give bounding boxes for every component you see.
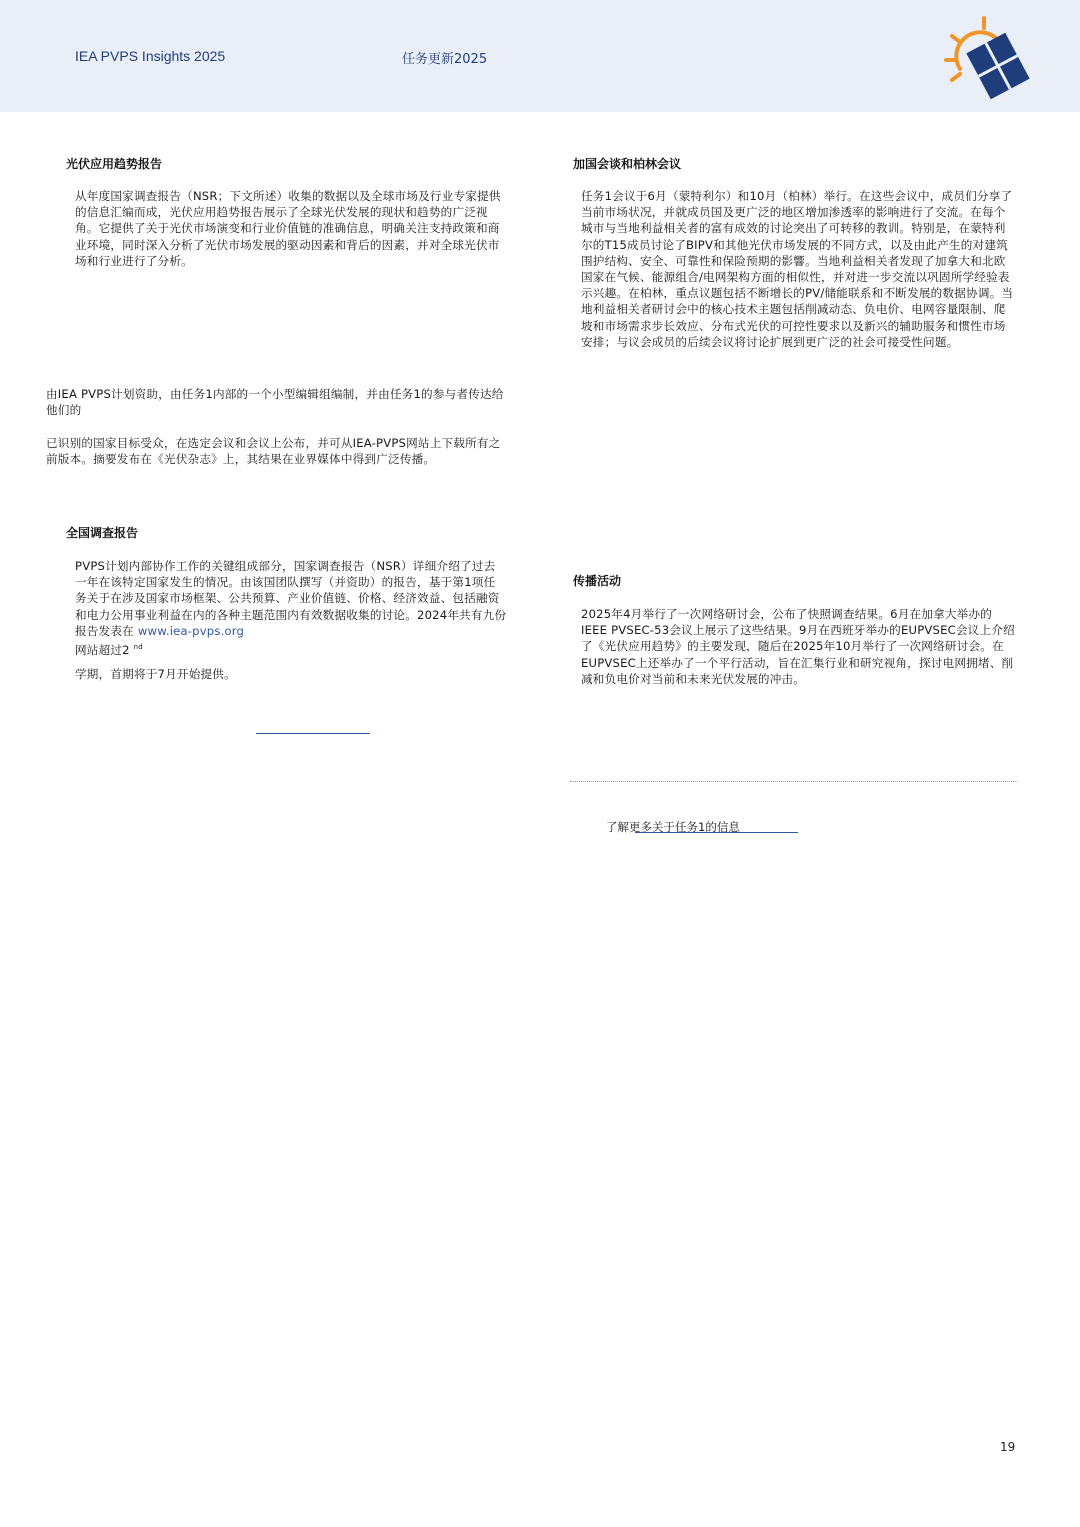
nsr-body [75, 558, 507, 658]
learn-more-underline [635, 832, 798, 833]
trends-report-heading: 光伏应用趋势报告 [66, 157, 163, 171]
trends-report-body: 从年度国家调查报告（NSR；下文所述）收集的数据以及全球市场及行业专家提供的信息汇编而成，光伏应用趋势报告展示了全球光伏发展的现状和趋势的广泛视角。它提供了关于光伏市场演变和行业价值链的准确信息，明确关注支持政策和商业环境，同时深入分析了光伏市场发展的驱动因素和背后的因素，并对全球光伏市场和行业进行了分析。 [75, 189, 501, 268]
page-header [0, 0, 1080, 112]
nsr-note: 学期，首期将于7月开始提供。 [75, 667, 236, 681]
dissemination-body: 2025年4月举行了一次网络研讨会，公布了快照调查结果。6月在加拿大举办的IEEE PVSEC-53会议上展示了这些结果。9月在西班牙举办的EUPVSEC会议上介绍了《光伏应用趋势》的主要发现，随后在2025年10月举行了一次网络研讨会。在EUPVSEC上还举办了一个平行活动，旨在汇集行业和研究视角，探讨电网拥堵、削减和负电价对当前和未来光伏发展的冲击。 [581, 607, 1015, 686]
audience-paragraph: 已识别的国家目标受众，在选定会议和会议上公布，并可从IEA-PVPS网站上下载所有之前版本。摘要发布在《光伏杂志》上，其结果在业界媒体中得到广泛传播。 [46, 436, 501, 467]
iea-pvps-website-link[interactable]: www.iea-pvps.org [137, 623, 245, 638]
publication-title: IEA PVPS Insights 2025 [75, 48, 226, 64]
nsr-body-tail: 网站超过2 [75, 642, 130, 657]
funding-paragraph: 由IEA PVPS计划资助，由任务1内部的一个小型编辑组编制，并由任务1的参与者传达给他们的 [46, 387, 504, 418]
dissemination-heading: 传播活动 [573, 574, 622, 588]
section-title: 任务更新2025 [402, 52, 488, 67]
divider-line [256, 733, 370, 734]
dotted-divider [570, 781, 1018, 782]
nsr-heading: 全国调查报告 [66, 526, 139, 540]
page-number: 19 [1000, 1440, 1016, 1454]
sun-solar-panel-logo-icon [940, 14, 1040, 104]
nsr-body-text: PVPS计划内部协作工作的关键组成部分，国家调查报告（NSR）详细介绍了过去一年在该特定国家发生的情况。由该国团队撰写（并资助）的报告，基于第1项任务关于在涉及国家市场框架、公共预算、产业价值链、价格、经济效益、包括融资和电力公用事业利益在内的各种主题范围内有效数据收集的讨论。2024年共有九份报告发表在 [75, 559, 507, 638]
ordinal-suffix: nd [133, 643, 143, 652]
meetings-heading: 加国会谈和柏林会议 [573, 157, 682, 171]
learn-more-link[interactable]: 了解更多关于任务1的信息 [606, 820, 740, 834]
meetings-body: 任务1会议于6月（蒙特利尔）和10月（柏林）举行。在这些会议中，成员们分享了当前市场状况，并就成员国及更广泛的地区增加渗透率的影响进行了交流。在每个城市与当地利益相关者的富有成效的讨论突出了可转移的教训。特别是，在蒙特利尔的T15成员讨论了BIPV和其他光伏市场发展的不同方式，以及由此产生的对建筑围护结构、安全、可靠性和保险预期的影響。当地利益相关者发现了加拿大和北欧国家在气候、能源组合/电网架构方面的相似性，并对进一步交流以巩固所学经验表示兴趣。在柏林，重点议题包括不断增长的PV/储能联系和不断发展的数据协调。当地利益相关者研讨会中的核心技术主题包括削减动态、负电价、电网容量限制、爬坡和市场需求步长效应、分布式光伏的可控性要求以及新兴的辅助服务和惯性市场安排；与议会成员的后续会议将讨论扩展到更广泛的社会可接受性问题。 [581, 189, 1014, 349]
